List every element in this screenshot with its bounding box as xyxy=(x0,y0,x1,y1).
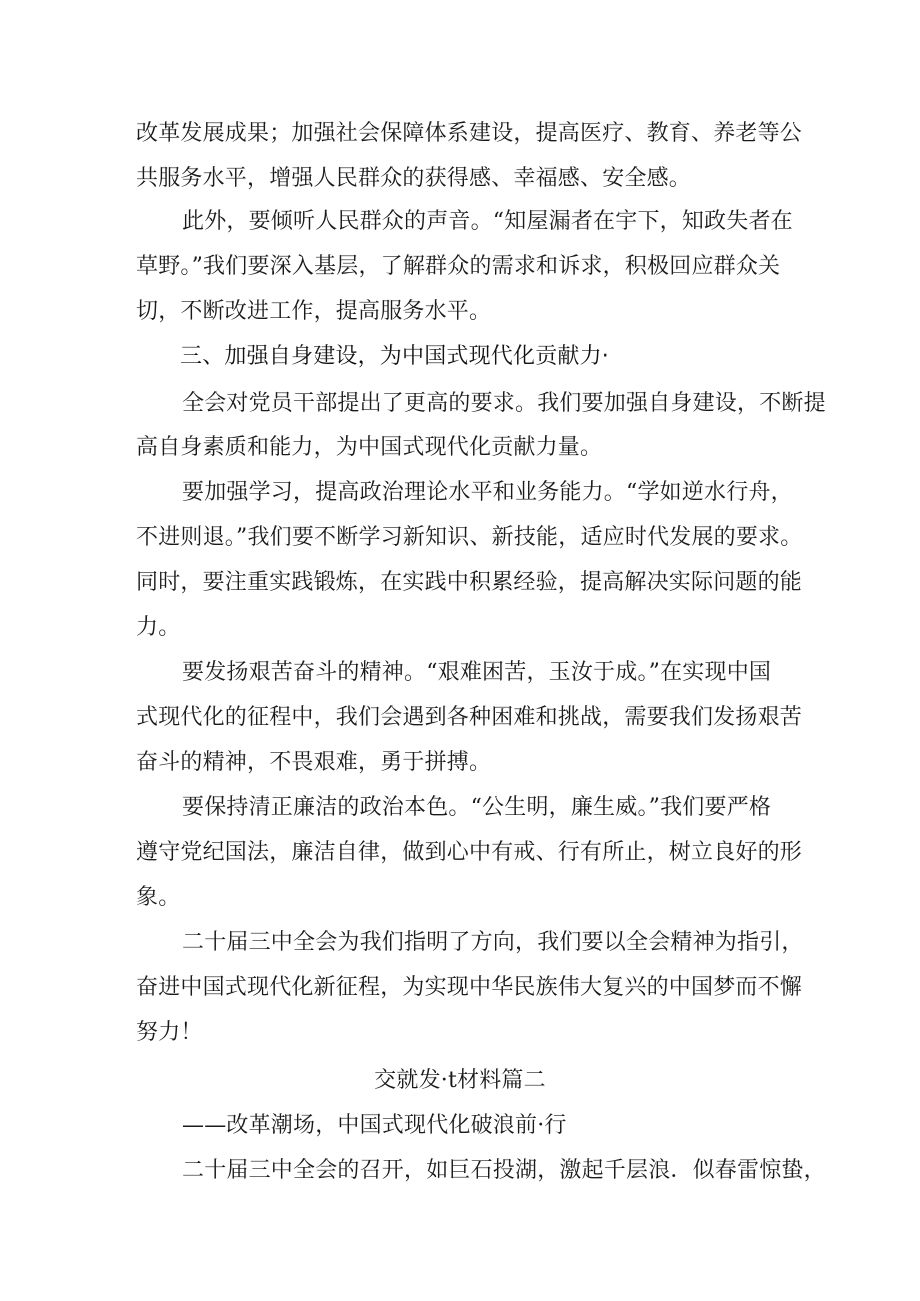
paragraph-line: 奋进中国式现代化新征程，为实现中华民族伟大复兴的中国梦而不懈 xyxy=(136,975,803,1000)
paragraph-line: 全会对党员干部提出了更高的要求。我们要加强自身建设，不断提 xyxy=(182,391,826,416)
paragraph-line: 象。 xyxy=(136,885,181,910)
paragraph-line: 同时，要注重实践锻炼，在实践中积累经验，提高解决实际问题的能 xyxy=(136,570,803,595)
paragraph-line: 不进则退。”我们要不断学习新知识、新技能，适应时代发展的要求。 xyxy=(136,525,803,550)
paragraph-line: 此外，要倾听人民群众的声音。“知屋漏者在宇下，知政失者在 xyxy=(182,209,793,234)
paragraph-line: 高自身素质和能力，为中国式现代化贡献力量。 xyxy=(136,435,603,460)
paragraph-line: 切，不断改进工作，提高服务水平。 xyxy=(136,299,492,324)
paragraph-line: 要发扬艰苦奋斗的精神。“艰难困苦，玉汝于成。”在实现中国 xyxy=(182,660,772,685)
paragraph-line: 努力！ xyxy=(136,1020,203,1045)
paragraph-line: 要保持清正廉洁的政治本色。“公生明，廉生威。”我们要严格 xyxy=(182,795,772,820)
paragraph-line: 改革发展成果；加强社会保障体系建设，提高医疗、教育、养老等公 xyxy=(136,121,803,146)
paragraph-line: 力。 xyxy=(136,615,181,640)
subtitle-line: ——改革潮场，中国式现代化破浪前·行 xyxy=(182,1113,567,1138)
paragraph-line: 遵守党纪国法，廉洁自律，做到心中有戒、行有所止，树立良好的形 xyxy=(136,840,803,865)
paragraph-line: 草野。”我们要深入基层，了解群众的需求和诉求，积极回应群众关 xyxy=(136,254,781,279)
paragraph-line: 二十届三中全会的召开，如巨石投湖，激起千层浪．似春雷惊蛰， xyxy=(182,1158,826,1183)
paragraph-line: 二十届三中全会为我们指明了方向，我们要以全会精神为指引， xyxy=(182,930,804,955)
paragraph-line: 共服务水平，增强人民群众的获得感、幸福感、安全感。 xyxy=(136,166,692,191)
paragraph-line: 式现代化的征程中，我们会遇到各种困难和挑战，需要我们发扬艰苦 xyxy=(136,705,803,730)
paragraph-line: 奋斗的精神，不畏艰难，勇于拼搏。 xyxy=(136,750,492,775)
section-heading: 三、加强自身建设，为中国式现代化贡献力· xyxy=(180,344,609,369)
paragraph-line: 要加强学习，提高政治理论水平和业务能力。“学如逆水行舟， xyxy=(182,480,793,505)
section-title: 交就发·t材料篇二 xyxy=(374,1068,546,1093)
